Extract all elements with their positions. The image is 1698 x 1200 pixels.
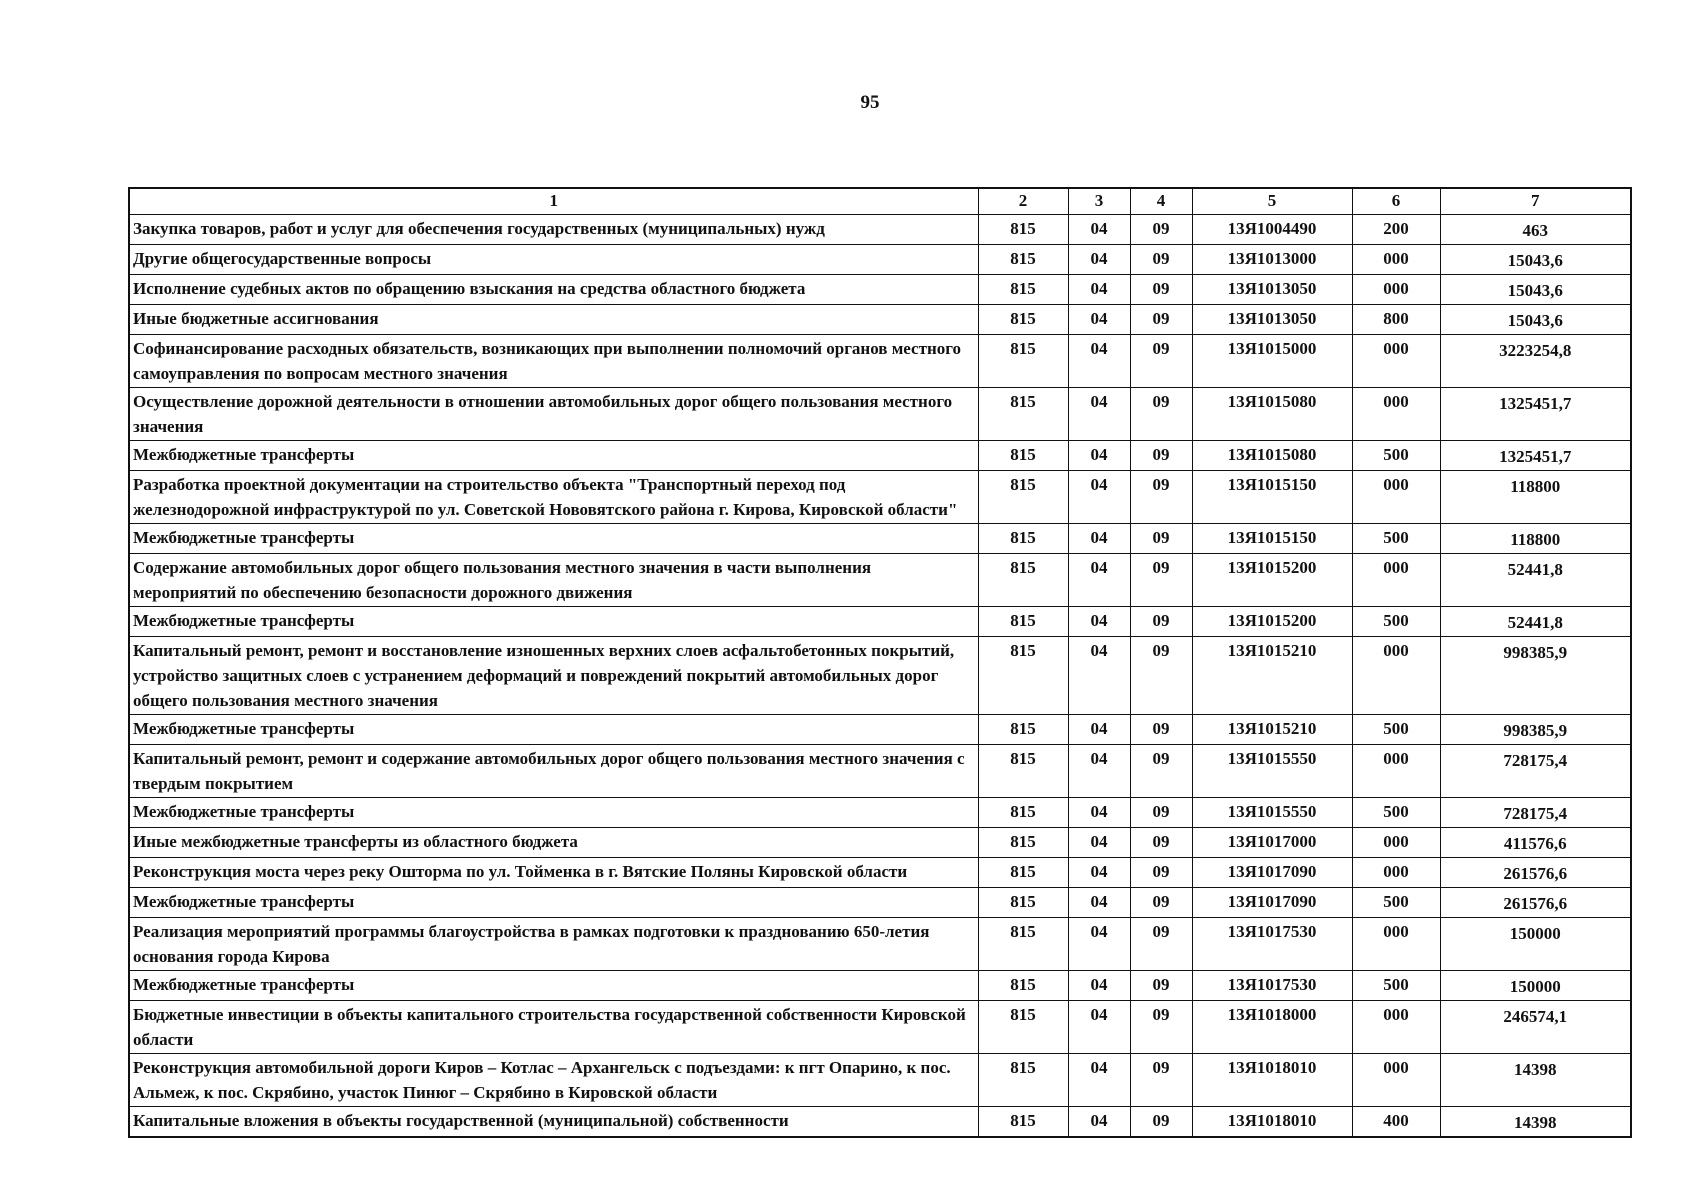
department-code-cell: 815 xyxy=(978,335,1068,388)
expense-type-cell: 500 xyxy=(1352,971,1440,1001)
expense-type-cell: 500 xyxy=(1352,715,1440,745)
target-article-cell: 13Я1017000 xyxy=(1192,828,1352,858)
expense-name-cell: Закупка товаров, работ и услуг для обеспечения государственных (муниципальных) нужд xyxy=(129,215,978,245)
table-row xyxy=(129,305,1631,335)
budget-table xyxy=(128,187,1632,1138)
expense-name-cell: Межбюджетные трансферты xyxy=(129,607,978,637)
amount-cell: 998385,9 xyxy=(1440,637,1631,715)
amount-cell: 14398 xyxy=(1440,1054,1631,1107)
expense-type-cell: 000 xyxy=(1352,275,1440,305)
expense-name-cell: Исполнение судебных актов по обращению взыскания на средства областного бюджета xyxy=(129,275,978,305)
column-header-4: 4 xyxy=(1130,188,1192,215)
expense-name-cell: Межбюджетные трансферты xyxy=(129,888,978,918)
section-code-cell: 04 xyxy=(1068,471,1130,524)
target-article-cell: 13Я1015210 xyxy=(1192,637,1352,715)
table-row xyxy=(129,388,1631,441)
amount-cell: 52441,8 xyxy=(1440,554,1631,607)
expense-name-cell: Иные бюджетные ассигнования xyxy=(129,305,978,335)
department-code-cell: 815 xyxy=(978,971,1068,1001)
subsection-code-cell: 09 xyxy=(1130,215,1192,245)
subsection-code-cell: 09 xyxy=(1130,441,1192,471)
target-article-cell: 13Я1015200 xyxy=(1192,554,1352,607)
expense-type-cell: 500 xyxy=(1352,798,1440,828)
amount-cell: 728175,4 xyxy=(1440,745,1631,798)
target-article-cell: 13Я1015550 xyxy=(1192,745,1352,798)
section-code-cell: 04 xyxy=(1068,1001,1130,1054)
amount-cell: 246574,1 xyxy=(1440,1001,1631,1054)
amount-cell: 1325451,7 xyxy=(1440,441,1631,471)
table-row xyxy=(129,1107,1631,1138)
target-article-cell: 13Я1015150 xyxy=(1192,471,1352,524)
table-row xyxy=(129,637,1631,715)
expense-name-cell: Осуществление дорожной деятельности в отношении автомобильных дорог общего пользования местного значения xyxy=(129,388,978,441)
section-code-cell: 04 xyxy=(1068,305,1130,335)
section-code-cell: 04 xyxy=(1068,215,1130,245)
amount-cell: 998385,9 xyxy=(1440,715,1631,745)
section-code-cell: 04 xyxy=(1068,1054,1130,1107)
subsection-code-cell: 09 xyxy=(1130,858,1192,888)
expense-name-cell: Реконструкция автомобильной дороги Киров – Котлас – Архангельск с подъездами: к пгт Опарино, к пос. Альмеж, к пос. Скрябино, участок Пинюг – Скрябино в Кировской области xyxy=(129,1054,978,1107)
target-article-cell: 13Я1013050 xyxy=(1192,275,1352,305)
section-code-cell: 04 xyxy=(1068,745,1130,798)
expense-type-cell: 200 xyxy=(1352,215,1440,245)
department-code-cell: 815 xyxy=(978,858,1068,888)
subsection-code-cell: 09 xyxy=(1130,245,1192,275)
subsection-code-cell: 09 xyxy=(1130,888,1192,918)
amount-cell: 118800 xyxy=(1440,471,1631,524)
table-row xyxy=(129,471,1631,524)
department-code-cell: 815 xyxy=(978,1054,1068,1107)
section-code-cell: 04 xyxy=(1068,275,1130,305)
department-code-cell: 815 xyxy=(978,715,1068,745)
section-code-cell: 04 xyxy=(1068,1107,1130,1138)
department-code-cell: 815 xyxy=(978,1001,1068,1054)
expense-type-cell: 000 xyxy=(1352,245,1440,275)
section-code-cell: 04 xyxy=(1068,715,1130,745)
section-code-cell: 04 xyxy=(1068,918,1130,971)
subsection-code-cell: 09 xyxy=(1130,745,1192,798)
expense-type-cell: 500 xyxy=(1352,888,1440,918)
target-article-cell: 13Я1004490 xyxy=(1192,215,1352,245)
subsection-code-cell: 09 xyxy=(1130,1001,1192,1054)
expense-name-cell: Разработка проектной документации на строительство объекта "Транспортный переход под железнодорожной инфраструктурой по ул. Советской Нововятского района г. Кирова, Кировской области" xyxy=(129,471,978,524)
expense-type-cell: 800 xyxy=(1352,305,1440,335)
table-row xyxy=(129,1001,1631,1054)
subsection-code-cell: 09 xyxy=(1130,335,1192,388)
expense-name-cell: Межбюджетные трансферты xyxy=(129,798,978,828)
table-row xyxy=(129,715,1631,745)
target-article-cell: 13Я1015210 xyxy=(1192,715,1352,745)
subsection-code-cell: 09 xyxy=(1130,715,1192,745)
subsection-code-cell: 09 xyxy=(1130,275,1192,305)
target-article-cell: 13Я1018000 xyxy=(1192,1001,1352,1054)
expense-name-cell: Межбюджетные трансферты xyxy=(129,524,978,554)
subsection-code-cell: 09 xyxy=(1130,918,1192,971)
column-header-3: 3 xyxy=(1068,188,1130,215)
expense-name-cell: Иные межбюджетные трансферты из областного бюджета xyxy=(129,828,978,858)
expense-type-cell: 500 xyxy=(1352,524,1440,554)
table-row xyxy=(129,745,1631,798)
target-article-cell: 13Я1015080 xyxy=(1192,388,1352,441)
amount-cell: 150000 xyxy=(1440,918,1631,971)
department-code-cell: 815 xyxy=(978,828,1068,858)
subsection-code-cell: 09 xyxy=(1130,471,1192,524)
section-code-cell: 04 xyxy=(1068,441,1130,471)
budget-table-container xyxy=(128,187,1630,1138)
section-code-cell: 04 xyxy=(1068,971,1130,1001)
section-code-cell: 04 xyxy=(1068,335,1130,388)
expense-name-cell: Софинансирование расходных обязательств, возникающих при выполнении полномочий органов местного самоуправления по вопросам местного значения xyxy=(129,335,978,388)
amount-cell: 261576,6 xyxy=(1440,888,1631,918)
section-code-cell: 04 xyxy=(1068,245,1130,275)
header-row xyxy=(129,188,1631,215)
amount-cell: 411576,6 xyxy=(1440,828,1631,858)
table-row xyxy=(129,245,1631,275)
department-code-cell: 815 xyxy=(978,1107,1068,1138)
table-body xyxy=(129,215,1631,1138)
subsection-code-cell: 09 xyxy=(1130,524,1192,554)
expense-type-cell: 000 xyxy=(1352,858,1440,888)
expense-type-cell: 000 xyxy=(1352,471,1440,524)
subsection-code-cell: 09 xyxy=(1130,828,1192,858)
subsection-code-cell: 09 xyxy=(1130,554,1192,607)
expense-type-cell: 000 xyxy=(1352,918,1440,971)
target-article-cell: 13Я1017530 xyxy=(1192,918,1352,971)
section-code-cell: 04 xyxy=(1068,607,1130,637)
department-code-cell: 815 xyxy=(978,471,1068,524)
department-code-cell: 815 xyxy=(978,441,1068,471)
subsection-code-cell: 09 xyxy=(1130,388,1192,441)
department-code-cell: 815 xyxy=(978,275,1068,305)
table-row xyxy=(129,858,1631,888)
column-header-1: 1 xyxy=(129,188,978,215)
table-row xyxy=(129,607,1631,637)
department-code-cell: 815 xyxy=(978,305,1068,335)
expense-type-cell: 000 xyxy=(1352,335,1440,388)
department-code-cell: 815 xyxy=(978,918,1068,971)
expense-name-cell: Реализация мероприятий программы благоустройства в рамках подготовки к празднованию 650-летия основания города Кирова xyxy=(129,918,978,971)
target-article-cell: 13Я1015150 xyxy=(1192,524,1352,554)
section-code-cell: 04 xyxy=(1068,798,1130,828)
target-article-cell: 13Я1013000 xyxy=(1192,245,1352,275)
department-code-cell: 815 xyxy=(978,388,1068,441)
amount-cell: 3223254,8 xyxy=(1440,335,1631,388)
section-code-cell: 04 xyxy=(1068,637,1130,715)
amount-cell: 728175,4 xyxy=(1440,798,1631,828)
department-code-cell: 815 xyxy=(978,524,1068,554)
table-row xyxy=(129,828,1631,858)
subsection-code-cell: 09 xyxy=(1130,1107,1192,1138)
expense-name-cell: Другие общегосударственные вопросы xyxy=(129,245,978,275)
expense-type-cell: 500 xyxy=(1352,607,1440,637)
amount-cell: 52441,8 xyxy=(1440,607,1631,637)
department-code-cell: 815 xyxy=(978,245,1068,275)
section-code-cell: 04 xyxy=(1068,828,1130,858)
column-header-6: 6 xyxy=(1352,188,1440,215)
subsection-code-cell: 09 xyxy=(1130,637,1192,715)
expense-name-cell: Межбюджетные трансферты xyxy=(129,971,978,1001)
expense-name-cell: Реконструкция моста через реку Ошторма по ул. Тойменка в г. Вятские Поляны Кировской области xyxy=(129,858,978,888)
table-row xyxy=(129,798,1631,828)
subsection-code-cell: 09 xyxy=(1130,1054,1192,1107)
expense-type-cell: 000 xyxy=(1352,554,1440,607)
table-row xyxy=(129,441,1631,471)
expense-name-cell: Бюджетные инвестиции в объекты капитального строительства государственной собственности Кировской области xyxy=(129,1001,978,1054)
expense-name-cell: Межбюджетные трансферты xyxy=(129,441,978,471)
department-code-cell: 815 xyxy=(978,215,1068,245)
department-code-cell: 815 xyxy=(978,888,1068,918)
subsection-code-cell: 09 xyxy=(1130,607,1192,637)
table-row xyxy=(129,215,1631,245)
page-number: 95 xyxy=(860,92,880,113)
table-row xyxy=(129,1054,1631,1107)
section-code-cell: 04 xyxy=(1068,388,1130,441)
amount-cell: 118800 xyxy=(1440,524,1631,554)
section-code-cell: 04 xyxy=(1068,524,1130,554)
amount-cell: 15043,6 xyxy=(1440,305,1631,335)
expense-type-cell: 000 xyxy=(1352,745,1440,798)
table-row xyxy=(129,888,1631,918)
target-article-cell: 13Я1017530 xyxy=(1192,971,1352,1001)
expense-type-cell: 000 xyxy=(1352,828,1440,858)
table-row xyxy=(129,971,1631,1001)
amount-cell: 1325451,7 xyxy=(1440,388,1631,441)
section-code-cell: 04 xyxy=(1068,888,1130,918)
expense-type-cell: 000 xyxy=(1352,1001,1440,1054)
expense-type-cell: 000 xyxy=(1352,388,1440,441)
expense-type-cell: 500 xyxy=(1352,441,1440,471)
column-header-2: 2 xyxy=(978,188,1068,215)
expense-type-cell: 400 xyxy=(1352,1107,1440,1138)
table-row xyxy=(129,524,1631,554)
table-row xyxy=(129,335,1631,388)
expense-name-cell: Капитальные вложения в объекты государственной (муниципальной) собственности xyxy=(129,1107,978,1138)
table-row xyxy=(129,275,1631,305)
department-code-cell: 815 xyxy=(978,637,1068,715)
target-article-cell: 13Я1017090 xyxy=(1192,858,1352,888)
subsection-code-cell: 09 xyxy=(1130,798,1192,828)
target-article-cell: 13Я1018010 xyxy=(1192,1054,1352,1107)
department-code-cell: 815 xyxy=(978,798,1068,828)
column-header-5: 5 xyxy=(1192,188,1352,215)
target-article-cell: 13Я1013050 xyxy=(1192,305,1352,335)
table-row xyxy=(129,918,1631,971)
amount-cell: 15043,6 xyxy=(1440,275,1631,305)
department-code-cell: 815 xyxy=(978,607,1068,637)
section-code-cell: 04 xyxy=(1068,554,1130,607)
target-article-cell: 13Я1015200 xyxy=(1192,607,1352,637)
expense-name-cell: Капитальный ремонт, ремонт и восстановление изношенных верхних слоев асфальтобетонных покрытий, устройство защитных слоев с устранением деформаций и повреждений покрытий автомобильных дорог общего пользования местного значения xyxy=(129,637,978,715)
expense-type-cell: 000 xyxy=(1352,637,1440,715)
target-article-cell: 13Я1015000 xyxy=(1192,335,1352,388)
target-article-cell: 13Я1017090 xyxy=(1192,888,1352,918)
department-code-cell: 815 xyxy=(978,745,1068,798)
subsection-code-cell: 09 xyxy=(1130,305,1192,335)
expense-name-cell: Капитальный ремонт, ремонт и содержание автомобильных дорог общего пользования местного значения с твердым покрытием xyxy=(129,745,978,798)
expense-name-cell: Содержание автомобильных дорог общего пользования местного значения в части выполнения мероприятий по обеспечению безопасности дорожного движения xyxy=(129,554,978,607)
expense-type-cell: 000 xyxy=(1352,1054,1440,1107)
column-header-7: 7 xyxy=(1440,188,1631,215)
target-article-cell: 13Я1018010 xyxy=(1192,1107,1352,1138)
amount-cell: 261576,6 xyxy=(1440,858,1631,888)
amount-cell: 463 xyxy=(1440,215,1631,245)
department-code-cell: 815 xyxy=(978,554,1068,607)
amount-cell: 150000 xyxy=(1440,971,1631,1001)
target-article-cell: 13Я1015550 xyxy=(1192,798,1352,828)
table-row xyxy=(129,554,1631,607)
subsection-code-cell: 09 xyxy=(1130,971,1192,1001)
expense-name-cell: Межбюджетные трансферты xyxy=(129,715,978,745)
target-article-cell: 13Я1015080 xyxy=(1192,441,1352,471)
amount-cell: 15043,6 xyxy=(1440,245,1631,275)
amount-cell: 14398 xyxy=(1440,1107,1631,1138)
section-code-cell: 04 xyxy=(1068,858,1130,888)
